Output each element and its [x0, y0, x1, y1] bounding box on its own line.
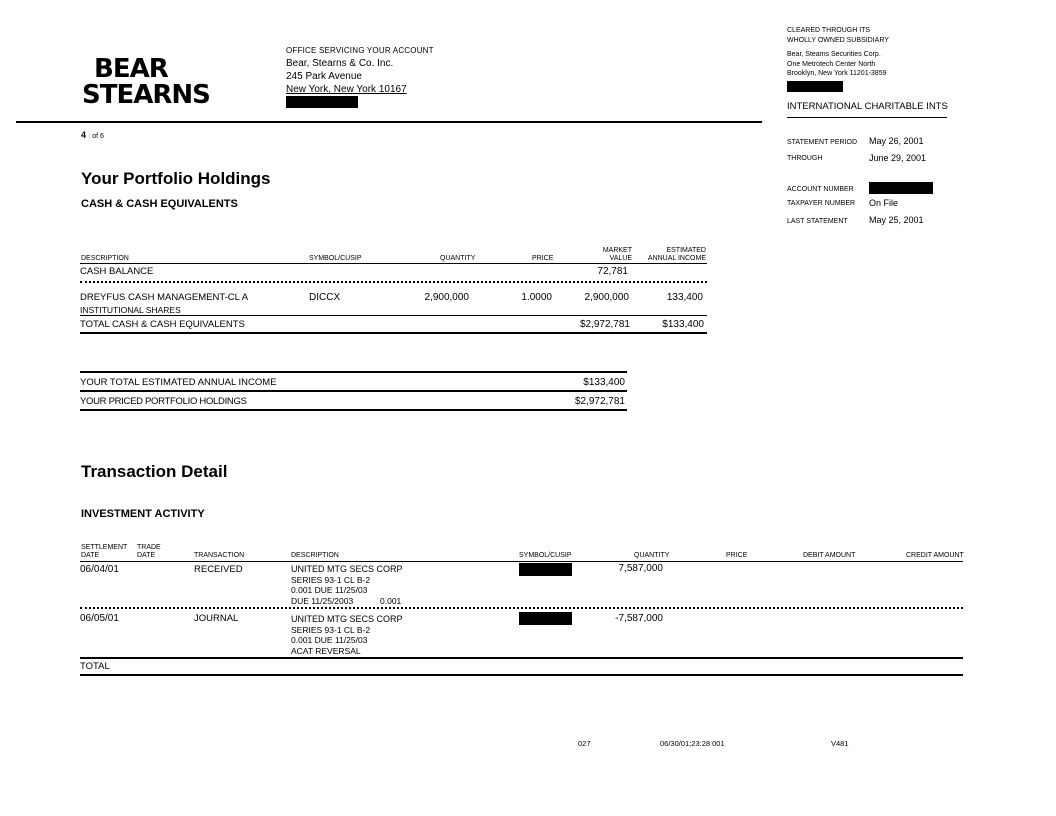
- footer-timestamp: 06/30/01;23:28 001: [660, 739, 725, 748]
- tx-row-2-quantity: -7,587,000: [615, 613, 663, 624]
- col-header-transaction: TRANSACTION: [194, 552, 245, 559]
- page-number-current: 4: [81, 130, 87, 140]
- col-header-trade-line1: TRADE: [137, 544, 161, 551]
- col-header-tx-description: DESCRIPTION: [291, 552, 339, 559]
- tx-row-1-desc-4: DUE 11/25/2003: [291, 596, 354, 606]
- redacted-block: [286, 96, 358, 108]
- clearing-block: [787, 26, 889, 95]
- page-number-total: of 6: [92, 133, 104, 140]
- holding-description-2: INSTITUTIONAL SHARES: [80, 305, 181, 315]
- redacted-block: [519, 563, 572, 576]
- col-header-annual-income-line1: ESTIMATED: [666, 247, 706, 254]
- col-header-settlement-date: [81, 544, 127, 560]
- col-header-settlement-line2: DATE: [81, 552, 100, 559]
- col-header-symbol: SYMBOL/CUSIP: [309, 255, 362, 262]
- tx-row-2-desc-1: UNITED MTG SECS CORP: [291, 614, 403, 624]
- total-cash-income: $133,400: [662, 319, 704, 330]
- table-header-rule: [80, 263, 707, 264]
- col-header-debit: DEBIT AMOUNT: [803, 552, 856, 559]
- holding-market-value: 2,900,000: [584, 292, 629, 303]
- col-header-description: DESCRIPTION: [81, 255, 129, 262]
- account-rule: [787, 117, 947, 118]
- holding-price: 1.0000: [521, 292, 552, 303]
- office-city: New York, New York 10167: [286, 84, 407, 95]
- summary-income-value: $133,400: [583, 377, 625, 388]
- office-street: 245 Park Avenue: [286, 71, 362, 82]
- redacted-block: [519, 612, 572, 625]
- clearing-name: Bear, Steams Securities Corp.: [787, 51, 881, 58]
- statement-period-value: May 26, 2001: [869, 136, 924, 146]
- account-name: INTERNATIONAL CHARITABLE INTS: [787, 101, 948, 112]
- header-rule: [16, 121, 762, 123]
- summary-rule-bottom: [80, 409, 627, 411]
- tx-row-1-desc-4-rate: 0.001: [380, 596, 402, 606]
- dotted-divider: [80, 607, 963, 609]
- last-statement-value: May 25, 2001: [869, 215, 924, 225]
- holding-annual-income: 133,400: [666, 292, 703, 303]
- tx-row-2-type: JOURNAL: [194, 613, 239, 624]
- summary-holdings-label: YOUR PRICED PORTFOLIO HOLDINGS: [80, 396, 247, 407]
- tx-row-1-desc-1: UNITED MTG SECS CORP: [291, 564, 403, 574]
- office-label: OFFICE SERVICING YOUR ACCOUNT: [286, 46, 434, 55]
- tx-row-2-date: 06/05/01: [80, 613, 119, 624]
- investment-activity-title: INVESTMENT ACTIVITY: [81, 508, 205, 520]
- col-header-tx-price: PRICE: [726, 552, 748, 559]
- footer-code-2: V481: [831, 739, 849, 748]
- summary-holdings-value: $2,972,781: [574, 396, 625, 407]
- holding-symbol: DICCX: [309, 292, 341, 303]
- cash-balance-label: CASH BALANCE: [80, 266, 154, 277]
- tx-row-1-date: 06/04/01: [80, 564, 119, 575]
- redacted-block: [869, 182, 933, 194]
- clearing-line-1: CLEARED THROUGH ITS: [787, 27, 871, 34]
- tx-row-1-desc-2: SERIES 93-1 CL B-2: [291, 575, 371, 585]
- total-rule-bottom: [80, 332, 707, 334]
- office-name: Bear, Stearns & Co. Inc.: [286, 58, 394, 69]
- cash-balance-value: 72,781: [597, 266, 628, 277]
- bear-stearns-logo: [82, 56, 210, 108]
- col-header-trade-line2: DATE: [137, 552, 156, 559]
- holding-quantity: 2,900,000: [424, 292, 469, 303]
- col-header-trade-date: [137, 544, 161, 560]
- summary-income-label: YOUR TOTAL ESTIMATED ANNUAL INCOME: [80, 377, 277, 388]
- clearing-address-2: Brooklyn, New York 11201-3859: [787, 70, 887, 77]
- through-label: THROUGH: [787, 155, 823, 162]
- clearing-address-1: One Metrotech Center North: [787, 60, 876, 68]
- last-statement-label: LAST STATEMENT: [787, 218, 848, 225]
- taxpayer-label: TAXPAYER NUMBER: [787, 200, 856, 207]
- footer-code-1: 027: [578, 739, 591, 748]
- tx-row-1-quantity: 7,587,000: [618, 563, 663, 574]
- tx-row-2-desc-3: 0.001 DUE 11/25/03: [291, 635, 368, 645]
- redacted-block: [787, 81, 843, 92]
- total-cash-label: TOTAL CASH & CASH EQUIVALENTS: [80, 319, 245, 330]
- tx-row-1-desc-3: 0.001 DUE 11/25/03: [291, 585, 368, 595]
- page-number: [81, 130, 104, 140]
- summary-rule-mid: [80, 390, 627, 392]
- tx-row-2-desc-4: ACAT REVERSAL: [291, 646, 361, 656]
- col-header-tx-quantity: QUANTITY: [634, 552, 670, 559]
- col-header-tx-symbol: SYMBOL/CUSIP: [519, 552, 572, 559]
- tx-header-rule: [80, 561, 963, 562]
- total-rule-top: [80, 315, 707, 316]
- tx-total-rule-top: [80, 657, 963, 659]
- summary-rule-top: [80, 371, 627, 373]
- tx-row-2-desc-2: SERIES 93-1 CL B-2: [291, 625, 371, 635]
- col-header-credit: CREDIT AMOUNT: [906, 552, 964, 559]
- cash-section-title: CASH & CASH EQUIVALENTS: [81, 198, 238, 210]
- col-header-settlement-line1: SETTLEMENT: [81, 544, 128, 551]
- col-header-annual-income: [640, 247, 706, 263]
- col-header-market-value: [590, 247, 632, 263]
- account-number-label: ACCOUNT NUMBER: [787, 186, 854, 193]
- dotted-divider: [80, 281, 707, 283]
- portfolio-title: Your Portfolio Holdings: [81, 169, 271, 188]
- tx-total-rule-bottom: [80, 674, 963, 676]
- transaction-title: Transaction Detail: [81, 462, 228, 481]
- col-header-quantity: QUANTITY: [440, 255, 476, 262]
- through-value: June 29, 2001: [869, 153, 927, 163]
- logo-line-2: STEARNS: [82, 80, 210, 110]
- clearing-line-2: WHOLLY OWNED SUBSIDIARY: [787, 36, 889, 44]
- col-header-price: PRICE: [532, 255, 554, 262]
- col-header-annual-income-line2: ANNUAL INCOME: [647, 255, 706, 262]
- statement-period-label: STATEMENT PERIOD: [787, 139, 858, 146]
- holding-description: DREYFUS CASH MANAGEMENT-CL A: [80, 292, 249, 303]
- col-header-market-value-line2: VALUE: [609, 255, 632, 262]
- col-header-market-value-line1: MARKET: [602, 247, 632, 254]
- tx-total-label: TOTAL: [80, 661, 110, 672]
- total-cash-value: $2,972,781: [579, 319, 630, 330]
- logo-line-1: BEAR: [94, 54, 168, 84]
- tx-row-1-type: RECEIVED: [194, 564, 243, 575]
- office-block: [286, 44, 434, 112]
- taxpayer-value: On File: [869, 198, 899, 208]
